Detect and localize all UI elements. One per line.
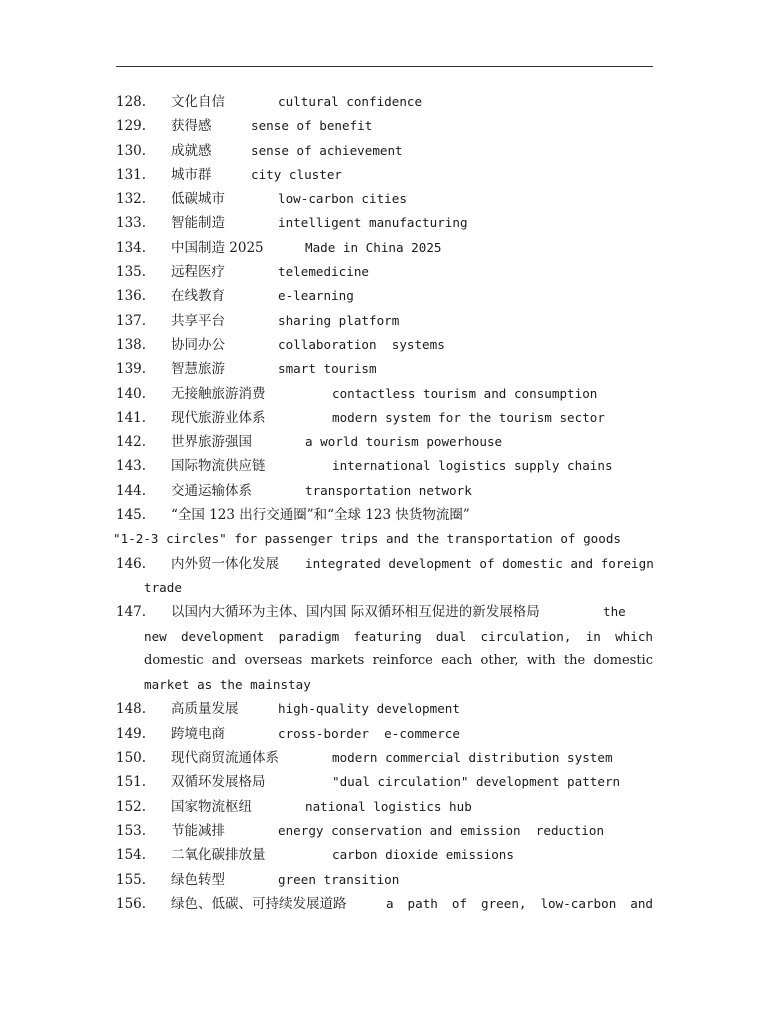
chinese-term: 绿色转型 [171,871,225,888]
english-translation: cultural confidence [278,94,423,109]
english-translation: high-quality development [278,701,460,717]
glossary-entry [116,139,653,163]
glossary-entry [116,382,653,406]
top-rule [116,66,653,67]
glossary-entry [116,795,653,819]
entry-number: 129. [116,118,147,135]
glossary-list-part-2 [116,697,653,891]
entry-number: 132. [116,191,147,208]
entry-number: 134. [116,239,147,256]
english-translation: international logistics supply chains [332,458,613,474]
glossary-entry [116,843,653,867]
chinese-term: 双循环发展格局 [171,774,266,791]
english-translation: collaboration systems [278,336,445,352]
english-translation: sense of achievement [251,142,403,158]
glossary-entry [116,479,653,503]
english-translation: "dual circulation" development pattern [332,774,621,790]
chinese-term: 获得感 [171,118,212,135]
english-translation: cross-border e-commerce [278,725,460,741]
entry-number: 149. [116,725,147,742]
glossary-entry [116,430,653,454]
english-translation: telemedicine [278,264,369,280]
chinese-term: 文化自信 [171,94,225,110]
glossary-entry [116,211,653,235]
glossary-entry [116,406,653,430]
entry-number: 128. [116,94,147,110]
glossary-entry [116,746,653,770]
chinese-term: “全国 123 出行交通圈”和“全球 123 快货物流圈” [171,507,470,524]
glossary-entry [116,333,653,357]
english-translation: intelligent manufacturing [278,215,468,231]
chinese-term: 绿色、低碳、可持续发展道路 [171,895,347,912]
chinese-term: 远程医疗 [171,264,225,281]
chinese-term: 高质量发展 [171,701,239,718]
glossary-entry [116,697,653,721]
chinese-term: 协同办公 [171,336,225,353]
entry-number: 131. [116,166,147,183]
chinese-term: 现代商贸流通体系 [171,750,279,767]
entry-number: 136. [116,288,147,305]
chinese-term: 成就感 [171,142,212,159]
english-translation: the [603,604,626,620]
chinese-term: 智慧旅游 [171,361,225,378]
glossary-entry [116,309,653,333]
glossary-entry-147 [116,600,653,697]
chinese-term: 中国制造 2025 [171,239,264,256]
chinese-term: 节能减排 [171,822,225,839]
glossary-entry-156 [116,892,653,916]
english-translation: smart tourism [278,361,377,377]
entry-number: 151. [116,774,147,791]
english-translation: sharing platform [278,312,400,328]
chinese-term: 二氧化碳排放量 [171,847,266,864]
glossary-list-part-1 [116,90,653,503]
entry-number: 142. [116,434,147,451]
english-translation: sense of benefit [251,118,373,134]
glossary-entry [116,770,653,794]
glossary-entry [116,722,653,746]
glossary-entry [116,284,653,308]
entry-number: 152. [116,798,147,815]
entry-number: 143. [116,458,147,475]
glossary-entry [116,260,653,284]
entry-number: 155. [116,871,147,888]
entry-number: 145. [116,507,147,524]
english-translation: modern commercial distribution system [332,750,613,766]
glossary-entry [116,357,653,381]
english-translation: city cluster [251,166,342,182]
english-translation-continued: domestic and overseas markets reinforce each other, with the domestic [144,652,653,668]
entry-number: 150. [116,750,147,767]
english-translation: a world tourism powerhouse [305,434,503,450]
english-translation: contactless tourism and consumption [332,385,598,401]
glossary-entry [116,868,653,892]
english-translation: green transition [278,871,400,887]
english-translation: e-learning [278,288,354,304]
english-translation: transportation network [305,482,472,498]
chinese-term: 交通运输体系 [171,482,252,499]
chinese-term: 低碳城市 [171,191,225,208]
chinese-term: 在线教育 [171,288,225,305]
chinese-term: 以国内大循环为主体、国内国 际双循环相互促进的新发展格局 [171,604,540,621]
english-translation: low-carbon cities [278,191,407,207]
english-translation: "1-2-3 circles" for passenger trips and the transportation of goods [113,531,621,547]
entry-number: 137. [116,312,147,329]
english-translation: integrated development of domestic and foreign [305,555,654,571]
english-translation: energy conservation and emission reduction [278,822,605,838]
glossary-entry [116,163,653,187]
entry-number: 154. [116,847,147,864]
entry-number: 138. [116,336,147,353]
english-translation: a path of green, low-carbon and [386,895,653,911]
entry-number: 148. [116,701,147,718]
chinese-term: 国家物流枢纽 [171,798,252,815]
glossary-entry [116,187,653,211]
entry-number: 141. [116,409,147,426]
english-translation: Made in China 2025 [305,239,442,255]
chinese-term: 智能制造 [171,215,225,232]
entry-number: 135. [116,264,147,281]
english-translation-continued: new development paradigm featuring dual circulation, in which [144,628,653,644]
chinese-term: 共享平台 [171,312,225,329]
entry-number: 140. [116,385,147,402]
glossary-entry [116,236,653,260]
english-translation-continued: trade [144,579,182,595]
english-translation: national logistics hub [305,798,472,814]
english-translation: modern system for the tourism sector [332,409,605,425]
glossary-document [113,90,654,916]
chinese-term: 国际物流供应链 [171,458,266,475]
glossary-entry-145 [113,503,653,552]
entry-number: 144. [116,482,147,499]
english-translation-continued: market as the mainstay [144,677,311,693]
chinese-term: 内外贸一体化发展 [171,555,279,572]
chinese-term: 现代旅游业体系 [171,409,266,426]
glossary-entry [116,819,653,843]
english-translation: carbon dioxide emissions [332,847,514,863]
entry-number: 147. [116,604,147,621]
entry-number: 156. [116,895,147,912]
chinese-term: 无接触旅游消费 [171,385,266,402]
entry-number: 130. [116,142,147,159]
entry-number: 139. [116,361,147,378]
chinese-term: 跨境电商 [171,725,225,742]
glossary-entry [116,454,653,478]
glossary-entry [116,114,653,138]
glossary-entry [116,90,653,114]
chinese-term: 城市群 [171,166,212,183]
entry-number: 133. [116,215,147,232]
chinese-term: 世界旅游强国 [171,434,252,451]
glossary-entry-146 [116,552,653,601]
entry-number: 146. [116,555,147,572]
entry-number: 153. [116,822,147,839]
